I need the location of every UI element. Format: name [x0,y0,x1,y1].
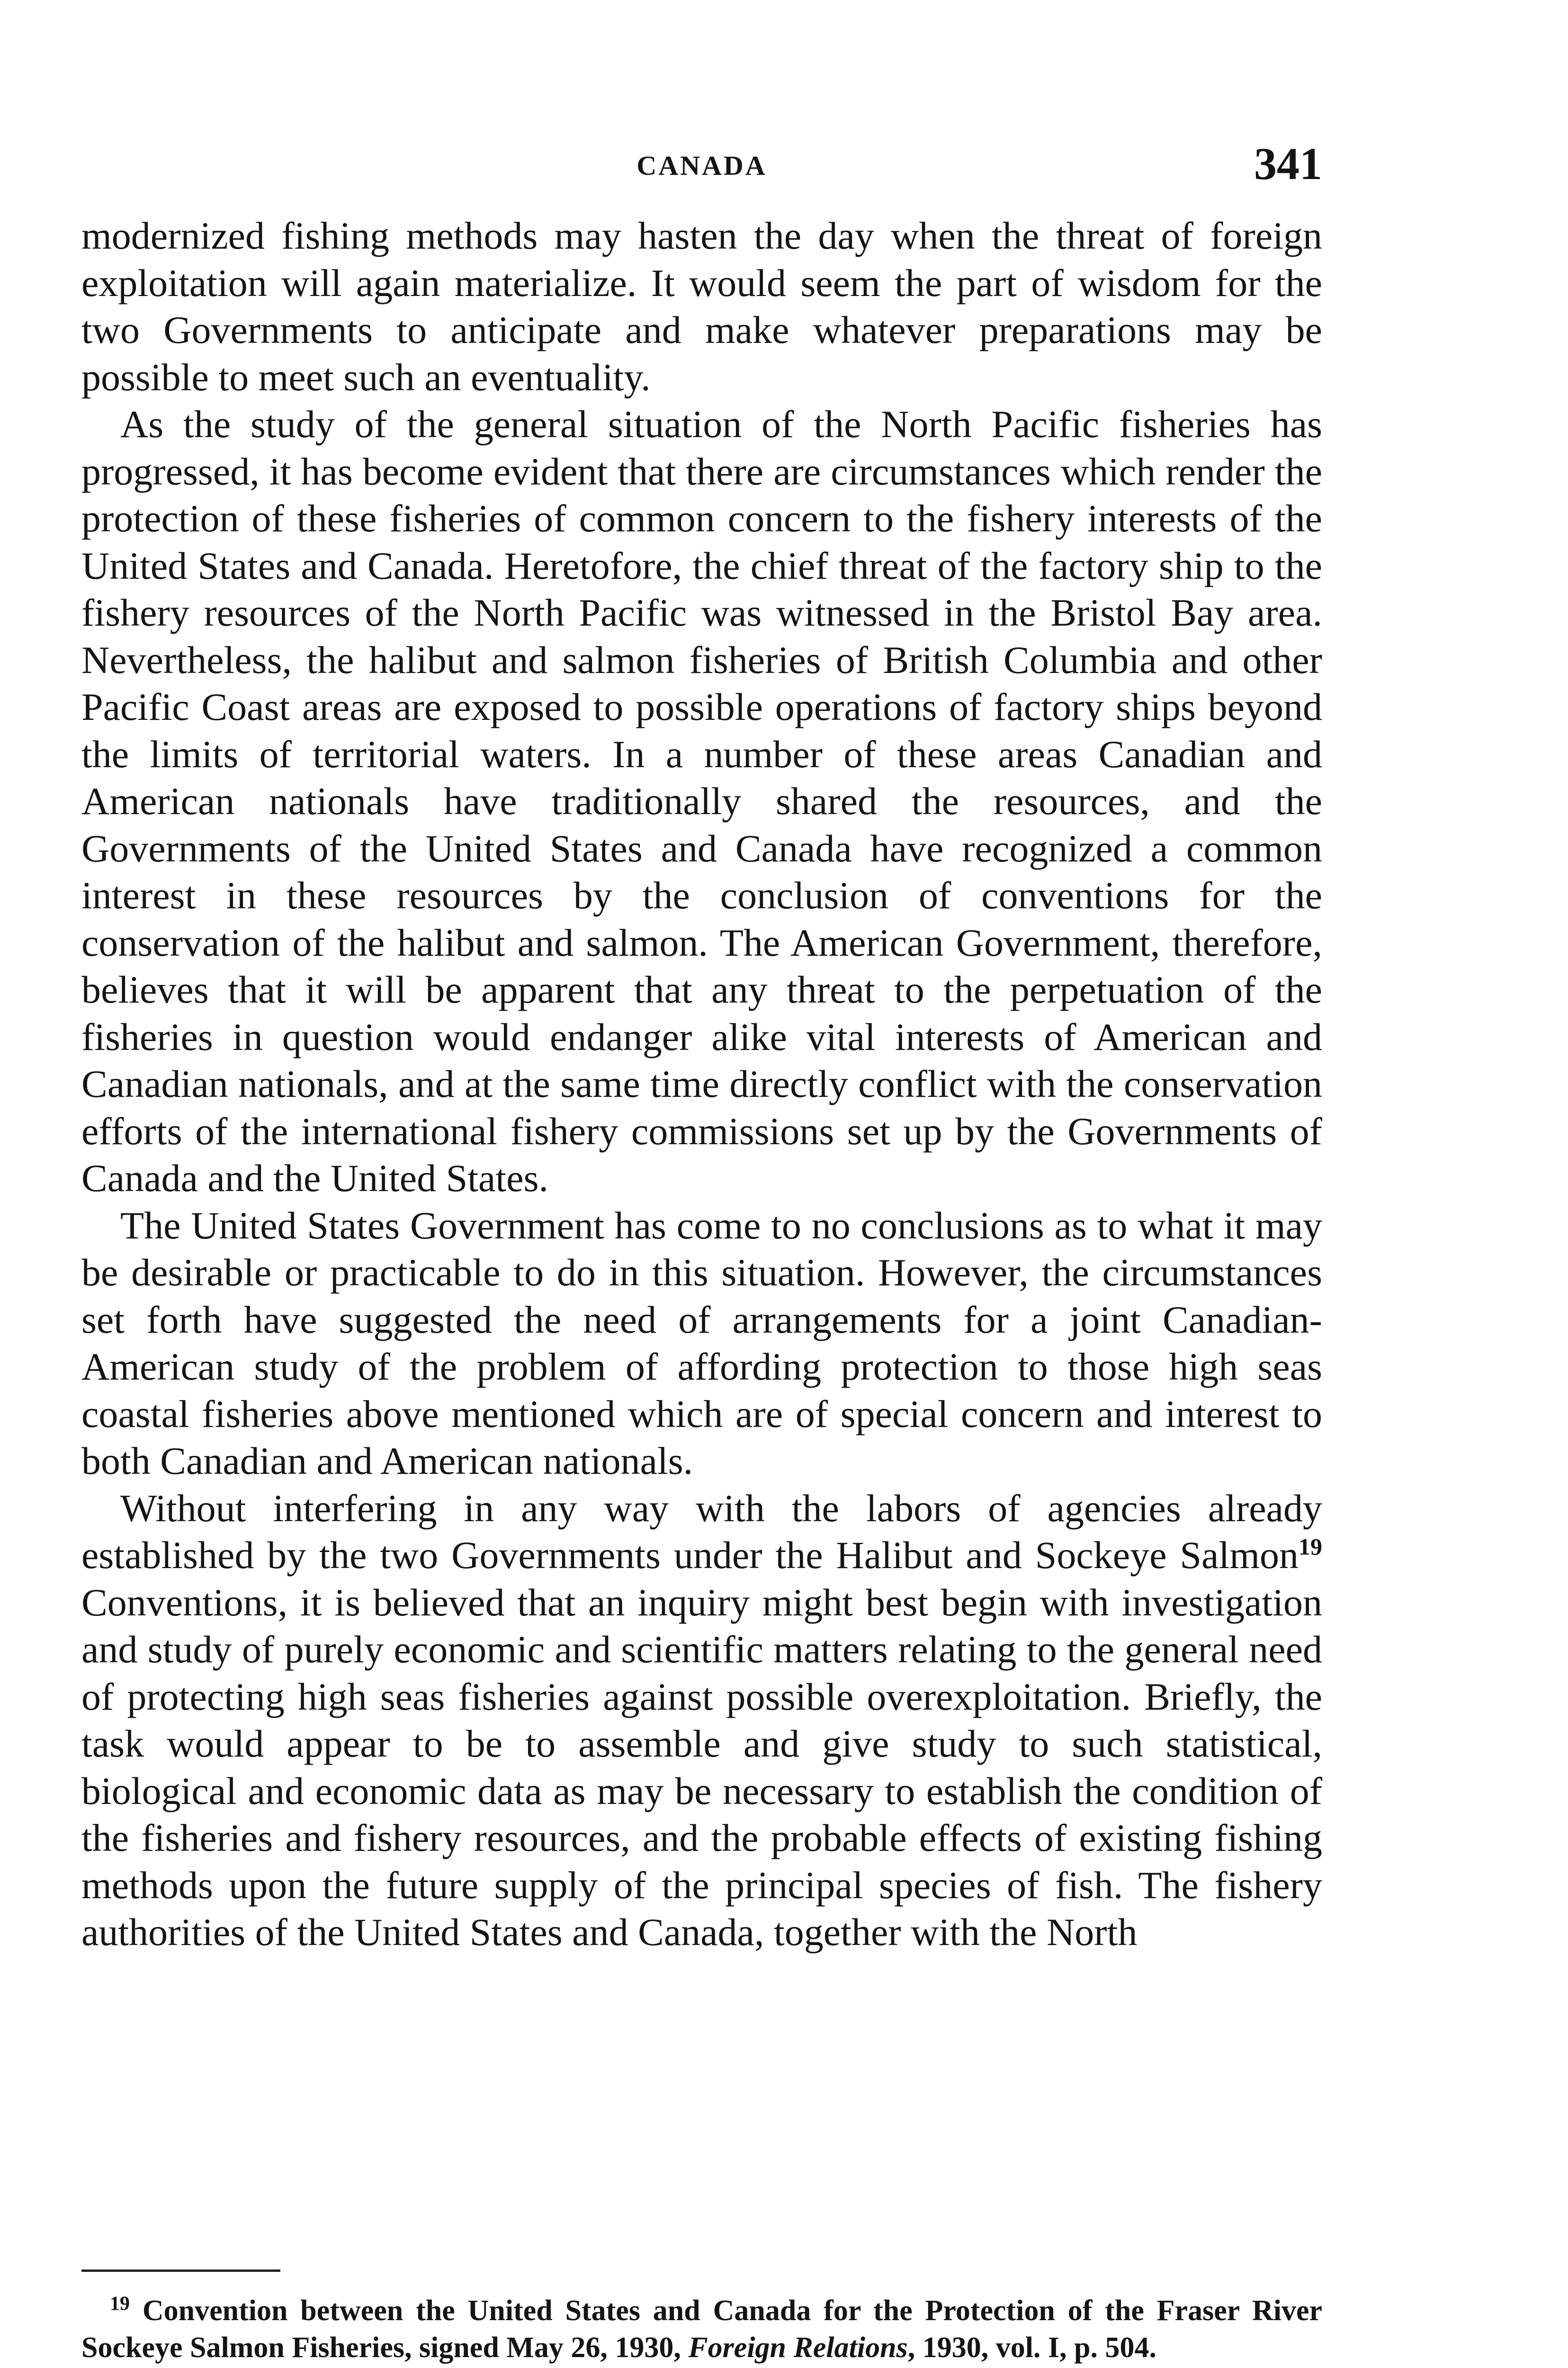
footnote [81,2292,1322,2366]
running-title: CANADA [636,150,767,181]
footnote-italic-title: Foreign Relations [688,2332,908,2364]
paragraph-no-conclusions: The United States Government has come to no conclusions as to what it may be desirable or practicable to do in this situation. However, the circumstances set forth have suggested the need of arrangements for a joint Canadian-American study of the problem of affording protection to those high seas coastal fisheries above mentioned which are of special concern and interest to both Canadian and American nationals. [81,1203,1322,1482]
paragraph-north-pacific: As the study of the general situation of the North Pacific fisheries has progressed, it has become evident that there are circumstances which render the protection of these fisheries of common concern to the fishery interests of the United States and Canada. Heretofore, the chief threat of the factory ship to the fishery resources of the North Pacific was witnessed in the Bristol Bay area. Nevertheless, the halibut and salmon fisheries of British Columbia and other Pacific Coast areas are exposed to possible operations of factory ships beyond the limits of territorial waters. In a number of these areas Canadian and American nationals have traditionally shared the resources, and the Governments of the United States and Canada have recognized a common interest in these resources by the conclusion of conventions for the conservation of the halibut and salmon. The American Government, therefore, believes that it will be apparent that any threat to the perpetuation of the fisheries in question would endanger alike vital interests of American and Canadian nationals, and at the same time directly conflict with the conservation efforts of the international fishery commissions set up by the Governments of Canada and the United States. [81,403,1322,1200]
footnote-reference[interactable]: 19 [1299,1533,1322,1560]
footnote-text-end: , 1930, vol. I, p. 504. [907,2332,1157,2364]
paragraph-joint-study [81,1485,1322,1956]
page-number: 341 [1254,138,1322,189]
footnote-mark: 19 [110,2293,130,2315]
paragraph-joint-study-end: Conventions, it is believed that an inquiry might best begin with investigation and study of purely economic and scientific matters relating to the general need of protecting high seas fisheries against possible overexploitation. Briefly, the task would appear to be to assemble and give study to such statistical, biological and economic data as may be necessary to establish the condition of the fisheries and fishery resources, and the probable effects of existing fishing methods upon the future supply of the principal species of fish. The fishery authorities of the United States and Canada, together with the North [81,1580,1322,1954]
footnote-divider [81,2269,280,2272]
body-text [81,212,1322,1956]
paragraph-continued: modernized fishing methods may hasten the day when the threat of foreign exploitation will again materialize. It would seem the part of wisdom for the two Governments to anticipate and make whatever preparations may be possible to meet such an eventuality. [81,214,1322,399]
running-head [81,137,1322,194]
paragraph-joint-study-start: Without interfering in any way with the labors of agencies already established by the two Governments under the Halibut and Sockeye Salmon [81,1486,1322,1577]
footnote-text-start: Convention between the United States and Canada for the Protection of the Fraser River Sockeye Salmon Fisheries, signed May 26, 1930, [81,2295,1322,2364]
